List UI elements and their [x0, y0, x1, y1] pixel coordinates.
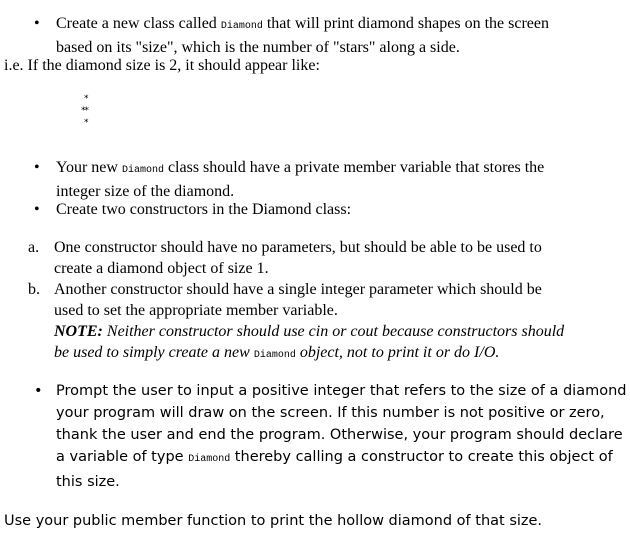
sub-item-label: a. [28, 239, 40, 256]
diamond-row-2: * * [81, 106, 87, 116]
sub-item-label: b. [28, 281, 40, 298]
note-line [54, 321, 626, 342]
text-line: thank the user and end the program. Otherwise, your program should declare [56, 427, 623, 443]
text-span: Your new [56, 159, 122, 176]
text-line: create a diamond object of size 1. [54, 260, 269, 277]
text-span: class should have a private member variable that stores the [163, 159, 545, 176]
bullet-glyph: • [34, 15, 40, 32]
diamond-example [70, 95, 110, 135]
closing-instruction: Use your public member function to print the hollow diamond of that size. [4, 513, 543, 529]
bullet-glyph: • [34, 159, 40, 176]
bullet-item-private-member [34, 157, 624, 201]
text-line [56, 446, 630, 471]
text-line: Prompt the user to input a positive integer that refers to the size of a diamond [56, 383, 627, 399]
diamond-row-3: * [84, 118, 89, 128]
text-span: that will print diamond shapes on the screen [262, 15, 549, 32]
text-line: your program will draw on the screen. If this number is not positive or zero, [56, 405, 605, 421]
text-line: used to set the appropriate member variable. [54, 302, 338, 319]
note-line [54, 342, 626, 366]
text-line: Another constructor should have a single integer parameter which should be [54, 281, 542, 298]
text-line [56, 157, 626, 181]
text-line [56, 13, 626, 37]
sub-item-text [54, 237, 626, 279]
bullet-item-constructors [34, 199, 624, 221]
text-line: One constructor should have no parameters, but should be able to be used to [54, 239, 542, 256]
text-line: this size. [56, 474, 120, 490]
code-span-diamond: Diamond [220, 21, 263, 32]
bullet-item-create-class [34, 13, 624, 57]
sub-item-b [28, 279, 626, 367]
bullet-text [56, 13, 626, 58]
bullet-text [56, 157, 626, 202]
text-span: object, not to print it or do I/O. [295, 344, 500, 361]
code-span-diamond: Diamond [121, 165, 164, 176]
code-span-diamond: Diamond [253, 350, 296, 361]
text-span: be used to simply create a new [54, 344, 254, 361]
bullet-glyph: • [34, 383, 43, 399]
bullet-glyph: • [34, 201, 40, 218]
example-intro: i.e. If the diamond size is 2, it should appear like: [4, 57, 320, 74]
text-span: thereby calling a constructor to create this object of [230, 449, 613, 465]
text-line: integer size of the diamond. [56, 183, 235, 200]
sub-item-text [54, 279, 626, 366]
text-span: Neither constructor should use cin or cout because constructors should [102, 323, 565, 340]
note-label: NOTE: [54, 323, 103, 340]
text-line: based on its "size", which is the number of "stars" along a side. [56, 39, 460, 56]
text-span: a variable of type [56, 449, 189, 465]
bullet-text: Create two constructors in the Diamond class: [56, 201, 352, 218]
bullet-text [56, 380, 630, 493]
bullet-item-prompt-user [34, 380, 630, 492]
text-span: Create a new class called [56, 15, 221, 32]
diamond-row-1: * [84, 94, 89, 104]
code-span-diamond: Diamond [188, 454, 231, 465]
sub-item-a [28, 237, 626, 281]
